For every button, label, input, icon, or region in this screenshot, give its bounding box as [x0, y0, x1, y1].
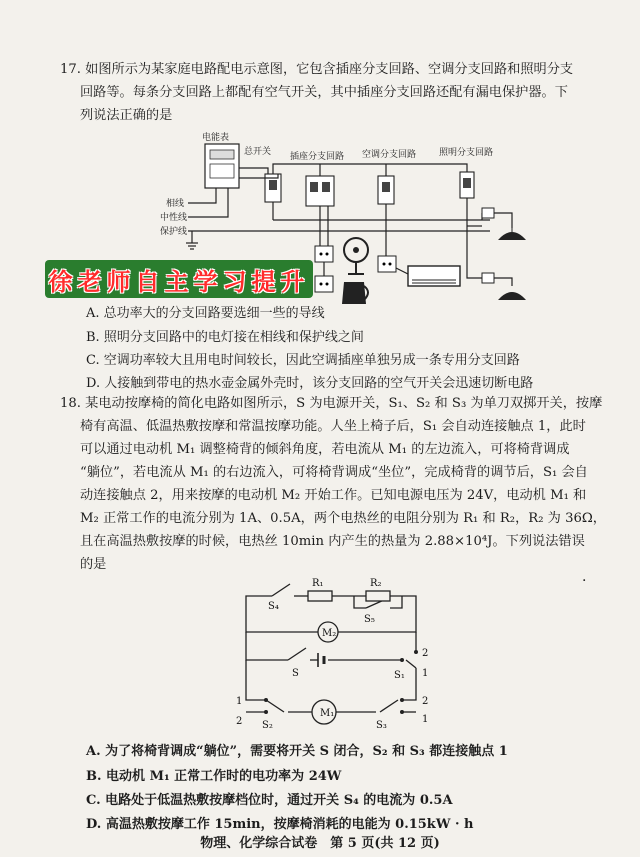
label-s2-contact-1: 1: [236, 696, 243, 707]
label-s1-contact-2: 2: [422, 648, 429, 659]
q17-line-3: 列说法正确的是: [80, 108, 173, 123]
stray-mark: ·: [582, 573, 587, 589]
meter-label: 电能表: [202, 133, 230, 143]
resistor-r1: [308, 591, 332, 601]
label-r1: R₁: [312, 578, 324, 589]
label-m1: M₁: [320, 708, 335, 719]
q18-line-6: M₂ 正常工作的电流分别为 1A、0.5A，两个电热丝的电阻分别为 R₁ 和 R₂，R₂ 为 36Ω，: [80, 511, 606, 526]
live-wire-label: 相线: [166, 199, 185, 209]
label-s5: S₅: [364, 614, 375, 625]
socket-branch-label: 插座分支回路: [290, 152, 345, 162]
battery-symbol: [318, 653, 324, 667]
label-s2: S₂: [262, 720, 273, 730]
label-s1: S₁: [394, 670, 405, 681]
label-s1-contact-1: 1: [422, 668, 429, 679]
q17-line-1: 17. 如图所示为某家庭电路配电示意图，它包含插座分支回路、空调分支回路和照明分支: [60, 62, 574, 77]
q18-line-5: 动连接触点 2，用来按摩的电动机 M₂ 开始工作。已知电源电压为 24V，电动机 M₁ 和: [80, 488, 587, 503]
fan-icon: [344, 238, 368, 274]
main-switch-label: 总开关: [244, 147, 272, 157]
question-18-stem: [60, 392, 620, 576]
q18-line-8: 的是: [80, 557, 107, 572]
ac-socket-icon: [378, 256, 396, 272]
q18-line-2: 椅有高温、低温热敷按摩和常温按摩功能。人坐上椅子后，S₁ 会自动连接触点 1，此时: [80, 419, 586, 434]
neutral-wire-label: 中性线: [160, 213, 188, 223]
ac-branch-label: 空调分支回路: [362, 150, 417, 160]
wall-switch-icon-2: [482, 273, 494, 283]
q18-option-c: C. 电路处于低温热敷按摩档位时，通过开关 S₄ 的电流为 0.5A: [86, 793, 453, 808]
q18-line-7: 且在高温热敷按摩的时候，电热丝 10min 内产生的热量为 2.88×10⁴J。下列说法错误: [80, 534, 585, 549]
ground-wire-label: 保护线: [160, 227, 188, 237]
label-s: S: [292, 668, 299, 679]
kettle-icon: [342, 282, 368, 304]
lamp-icon-1: [498, 228, 526, 240]
circuit-diagram: [226, 572, 446, 730]
label-s3-contact-2: 2: [422, 696, 429, 707]
question-17-stem: [60, 58, 620, 127]
wall-switch-icon-1: [482, 208, 494, 218]
q17-line-2: 回路等。每条分支回路上都配有空气开关，其中插座分支回路还配有漏电保护器。下: [80, 85, 568, 100]
label-s4: S₄: [268, 601, 279, 612]
q18-line-3: 可以通过电动机 M₁ 调整椅背的倾斜角度，若电流从 M₁ 的左边流入，可将椅背调成: [80, 442, 570, 457]
q17-option-a: A. 总功率大的分支回路要选细一些的导线: [86, 306, 325, 321]
label-s2-contact-2: 2: [236, 716, 243, 727]
q17-option-c: C. 空调功率较大且用电时间较长，因此空调插座单独另成一条专用分支回路: [86, 353, 520, 368]
watermark-banner: 徐老师自主学习提升: [45, 260, 313, 298]
q18-option-b: B. 电动机 M₁ 正常工作时的电功率为 24W: [86, 769, 342, 784]
q17-option-b: B. 照明分支回路中的电灯接在相线和保护线之间: [86, 330, 364, 345]
label-r2: R₂: [370, 578, 382, 589]
light-branch-label: 照明分支回路: [439, 148, 494, 158]
lamp-icon-2: [498, 292, 526, 300]
page-footer: 物理、化学综合试卷 第 5 页(共 12 页): [200, 836, 440, 851]
socket-icon-2: [315, 276, 333, 292]
q18-line-4: “躺位”，若电流从 M₁ 的右边流入，可将椅背调成“坐位”，完成椅背的调节后，S₁ 会自: [80, 465, 588, 480]
q18-option-a: A. 为了将椅背调成“躺位”，需要将开关 S 闭合，S₂ 和 S₃ 都连接触点 1: [86, 744, 508, 759]
label-m2: M₂: [322, 628, 337, 639]
socket-icon-1: [315, 246, 333, 262]
resistor-r2: [366, 591, 390, 601]
q18-line-1: 18. 某电动按摩椅的简化电路如图所示，S 为电源开关，S₁、S₂ 和 S₃ 为单刀双掷开关，按摩: [60, 396, 603, 411]
q18-option-d: D. 高温热敷按摩工作 15min，按摩椅消耗的电能为 0.15kW · h: [86, 817, 474, 832]
air-conditioner-icon: [408, 266, 460, 286]
q17-option-d: D. 人接触到带电的热水壶金属外壳时，该分支回路的空气开关会迅速切断电路: [86, 376, 534, 391]
label-s3: S₃: [376, 720, 387, 730]
label-s3-contact-1: 1: [422, 714, 429, 725]
